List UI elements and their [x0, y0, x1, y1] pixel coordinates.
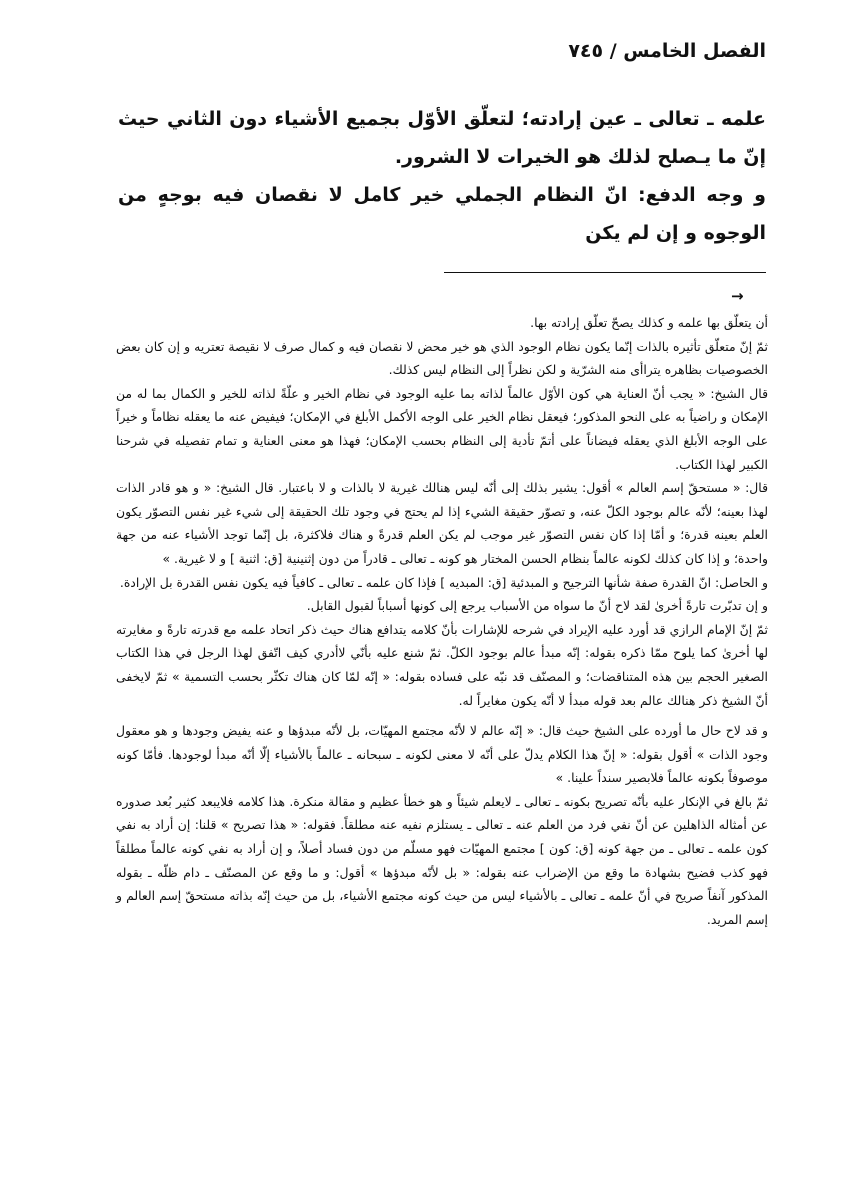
main-text [118, 100, 766, 252]
footnote-paragraph: و إن تدبّرت تارةً أخرىٰ لقد لاح أنّ ما سواه من الأسباب يرجع إلى كونها أسباباً لقبول القابل. [306, 598, 768, 614]
main-paragraph: و وجه الدفع: انّ النظام الجملي خير كامل لا نقصان فيه بوجهٍ من الوجوه و إن لم يكن [118, 184, 766, 244]
footnote-paragraph: و قد لاح حال ما أورده على الشيخ حيث قال: « إنّه عالم لا لأنّه مجتمع المهيّات، بل لأنّه مبدؤها و عنه يفيض وجودها و هو معقول وجود الذات » أقول بقوله: « إنّ هذا الكلام يدلّ على أنّه لا معنى لكونه ـ سبحانه ـ عالماً بالأشياء إلّا أنّه مبدأ لوجودها. فأمّا كونه موصوفاً بكونه عالماً فلابصير سنداً علينا. » [116, 723, 768, 786]
footnote-paragraph: ثمّ إنّ متعلّق تأثيره بالذات إنّما يكون نظام الوجود الذي هو خير محض لا نقصان فيه و كمال صرف لا نقيصة تعتريه و إن كان بعض الخصوصيات بظاهره يتراأى منه الشرّية و لكن نظراً إلى النظام ليس كذلك. [116, 338, 768, 378]
footnote-paragraph: قال: « مستحقّ إسم العالم » أقول: يشير بذلك إلى أنّه ليس هنالك غيرية لا بالذات و لا باعتبار. قال الشيخ: « و هو قادر الذات لهذا بعينه؛ لأنّه عالم بوجود الكلّ عنه، و تصوّر حقيقة الشيء إذا لم يحتج في وجود تلك الحقيقة إلى شيء غير نفس التصوّر يكون العلم بعينه قدرة؛ و أمّا إذا كان نفس التصوّر غير موجب لم يكن العلم قدرةً و هناك فلاكثرة، بل إنّما توجد الأشياء عنه من جهة واحدة؛ و إذا كان كذلك لكونه عالماً بنظام الحسن المختار هو كونه ـ تعالى ـ قادراً من دون إثنينية [ق: اثنية ] و لا غيرية. » [116, 480, 768, 566]
footnote-paragraph: ثمّ إنّ الإمام الرازي قد أورد عليه الإيراد في شرحه للإشارات بأنّ كلامه يتدافع هناك حيث ذكر اتحاد علمه مع قدرته تارةً و مغايرته لها أخرىٰ كما يلوح ممّا ذكره بقوله: إنّه مبدأ عالم بوجود الكلّ. ثمّ شنع عليه بأنّي لاأدري كيف اتّفق لهذا الرجل في هذا الكتاب الصغير الحجم بين هذه المتناقضات؛ و المصنّف قد نبّه على فساده بقوله: « إنّه لمّا كان هناك تكثّر بحسب التسمية » ثمّ لايخفى أنّ الشيخ ذكر هنالك عالم بعد قوله مبدأ لا أنّه يكون مغايراً له. [116, 621, 768, 708]
footnote-paragraph: و الحاصل: انّ القدرة صفة شأنها الترجيح و المبدئية [ق: المبديه ] فإذا كان علمه ـ تعالى ـ كافياً فيه يكون نفس القدرة بل الإرادة. [119, 574, 768, 590]
footnote-paragraph: قال الشيخ: « يجب أنّ العناية هي كون الأوّل عالماً لذاته بما عليه الوجود في نظام الخير و علّةً لذاته للخير و الكمال بما له من الإمكان و راضياً به على النحو المذكور؛ فيعقل نظام الخير على الوجه الأكمل الأبلغ في الإمكان؛ فيفيض عنه ما يعقله نظاماً و خيراً على الوجه الأبلغ الذي يعقله فيضاناً على أتمّ تأدية إلى النظام بحسب الإمكان؛ فهذا هو معنى العناية و تمام تفصيله في شرحنا الكبير لهذا الكتاب. [116, 385, 768, 472]
footnote-divider [444, 272, 766, 273]
footnote-paragraph: أن يتعلّق بها علمه و كذلك يصحّ تعلّق إرادته بها. [530, 315, 768, 330]
main-paragraph: علمه ـ تعالى ـ عين إرادته؛ لتعلّق الأوّل بجميع الأشياء دون الثاني حيث إنّ ما يـصلح لذلك هو الخيرات لا الشرور. [118, 108, 766, 168]
page-header: الفصل الخامس / ٧٤٥ [568, 40, 766, 62]
footnote-paragraph: ثمّ بالغ في الإنكار عليه بأنّه تصريح بكونه ـ تعالى ـ لايعلم شيئاً و هو خطأ عظيم و مقالة منكرة. هذا كلامه فلايبعد كثير بُعد صدوره عن أمثاله الذاهلين عن أنّ نفي فرد من العلم عنه ـ تعالى ـ يستلزم نفيه عنه مطلقاً. فقوله: « هذا تصريح » قلنا: إن أراد به نفي كون علمه ـ تعالى ـ من جهة كونه [ق: كون ] مجتمع المهيّات فهو مسلّم من دون فساد أصلاً، و إن أراد به نفي كونه عالماً مطلقاً فهو كذب فضيح بشهادة ما وقع من الإضراب عنه بقوله: « بل لأنّه مبدؤها » أقول: و ما وقع عن المصنّف ـ دام ظلّه ـ بقوله المذكور آنفاً صريح في أنّ علمه ـ تعالى ـ بالأشياء ليس من حيث كونه مجتمع الأشياء، بل من حيث إنّه بذاته مستحقّ إسم العالم و إسم المريد. [116, 793, 768, 927]
footnotes [116, 311, 768, 931]
continuation-arrow-icon: → [731, 287, 744, 305]
